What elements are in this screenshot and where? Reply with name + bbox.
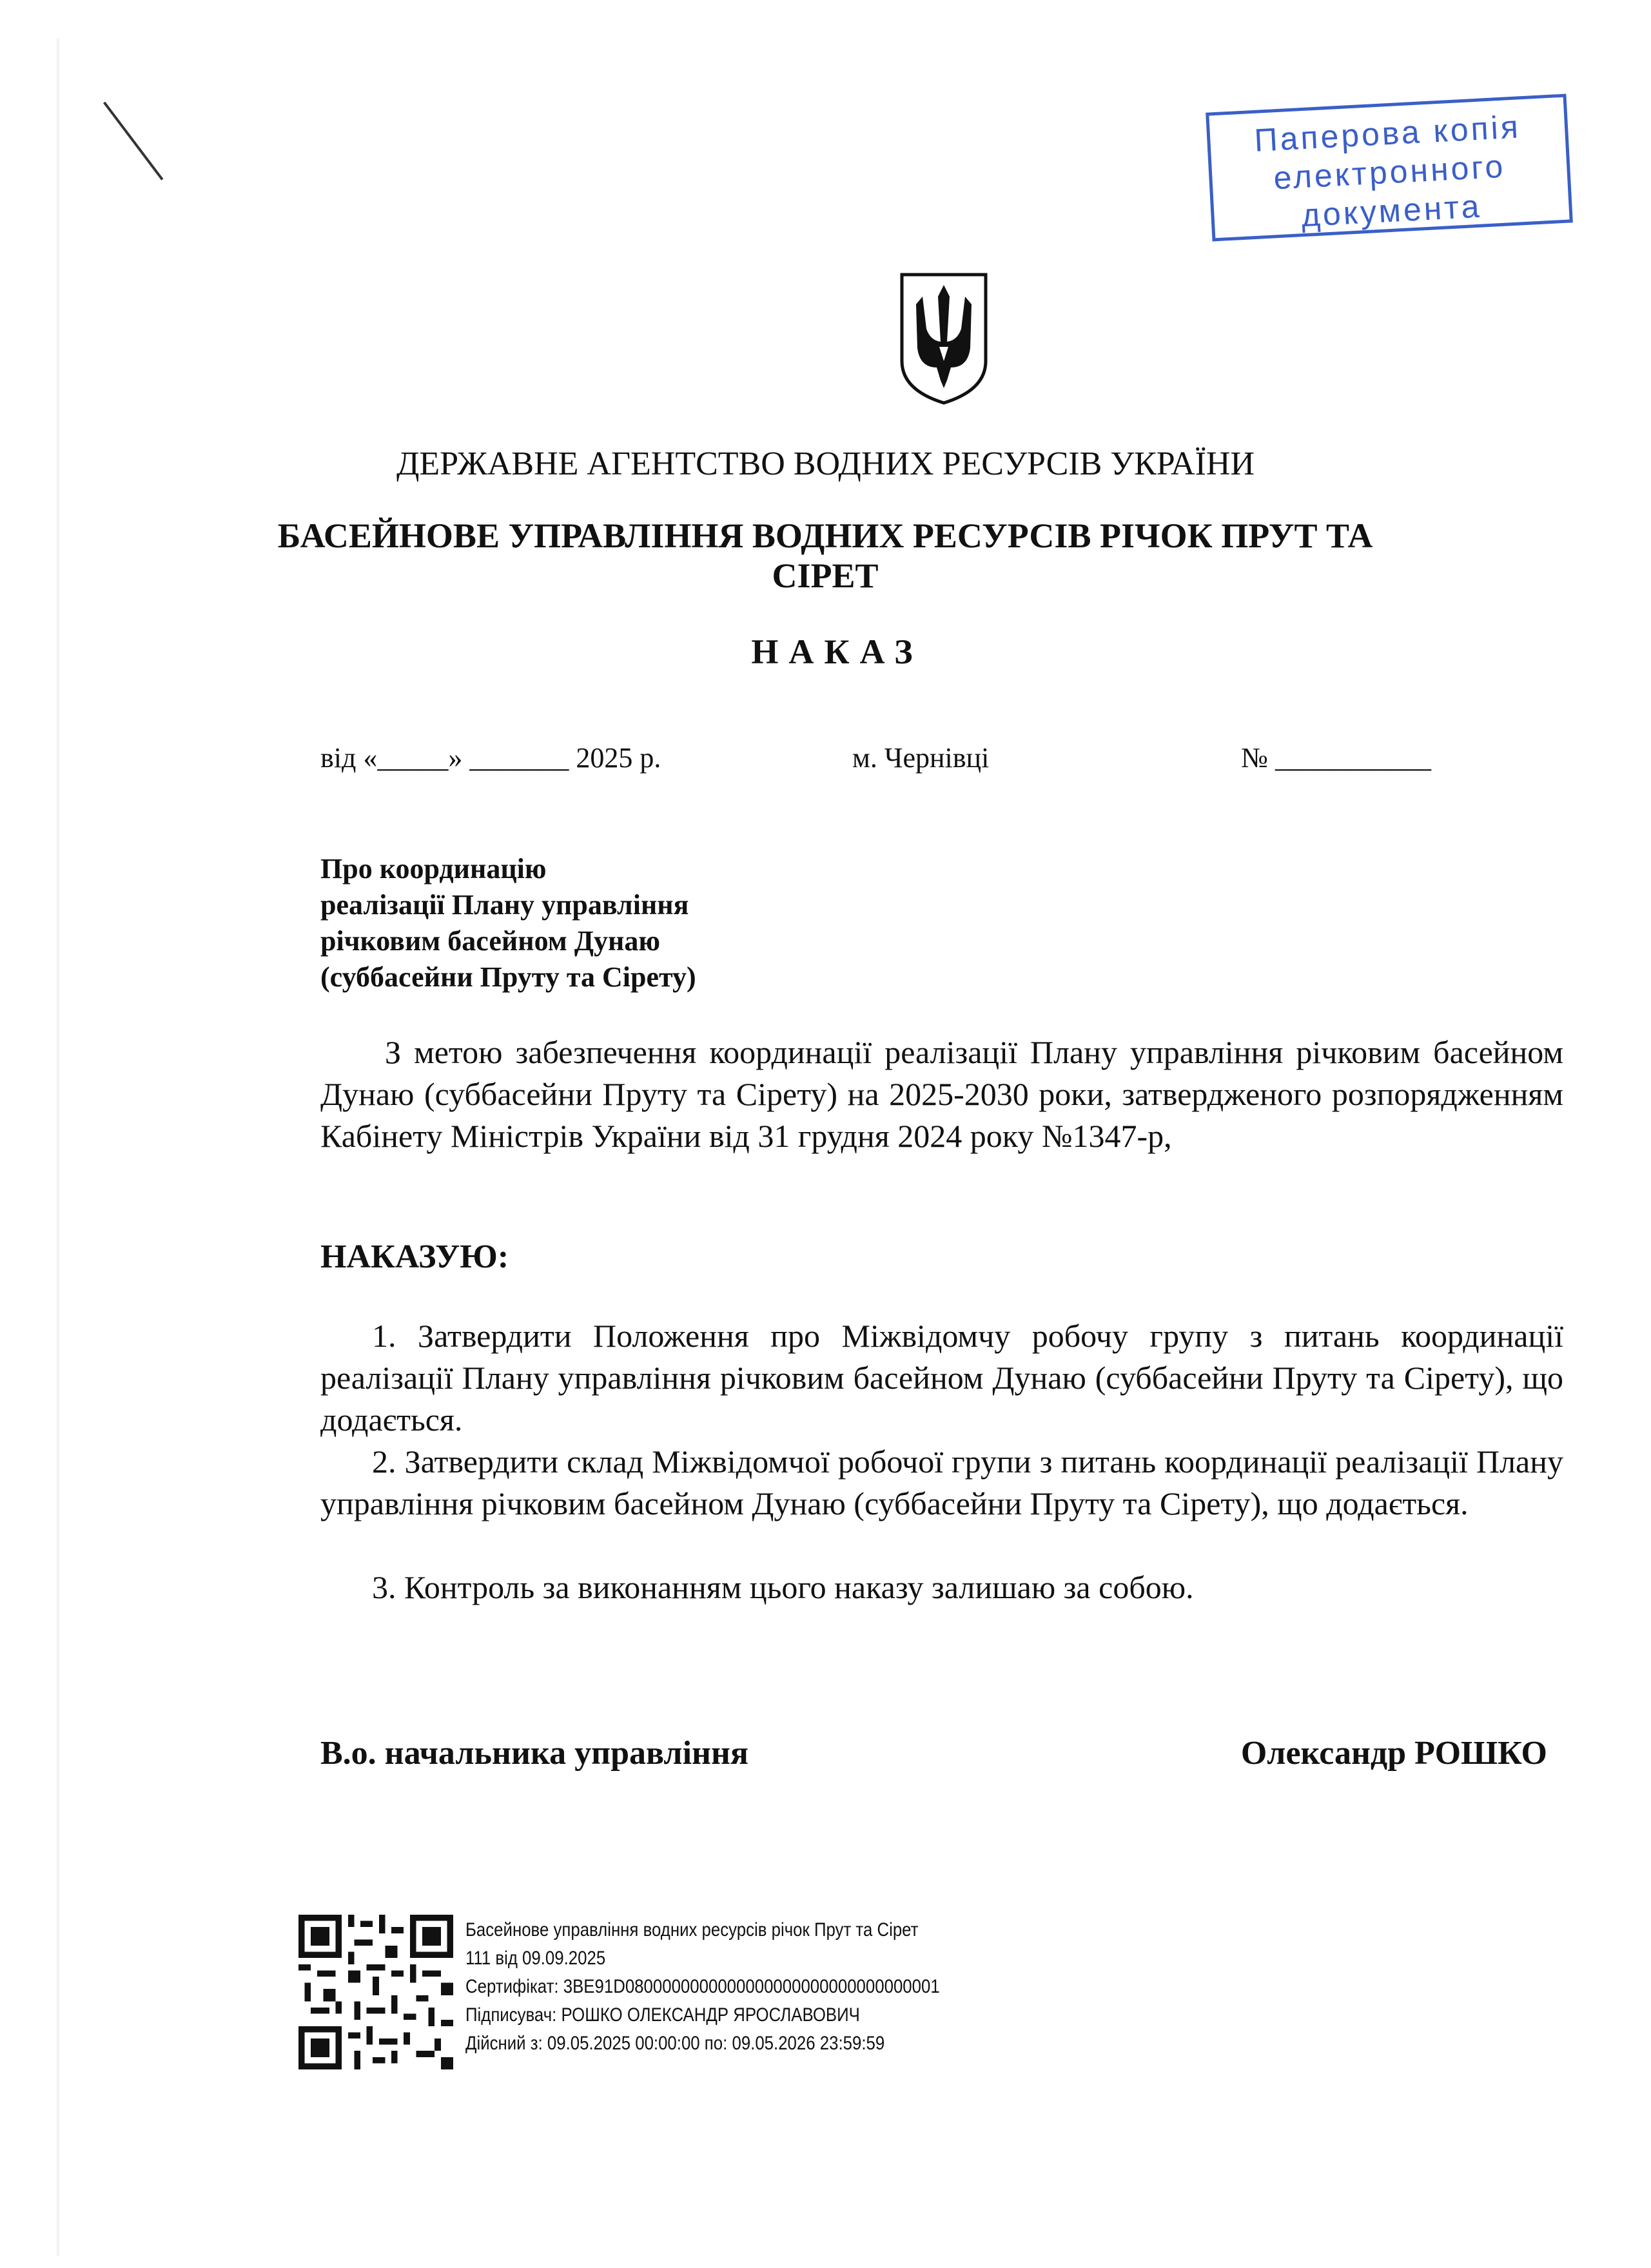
order-heading: НАКАЗУЮ: bbox=[320, 1238, 509, 1275]
subject-line-1: Про координацію bbox=[320, 853, 547, 885]
stamp-line-3: документа bbox=[1300, 188, 1483, 234]
signatory-name: Олександр РОШКО bbox=[1240, 1735, 1547, 1772]
ds-validity: Дійсний з: 09.05.2025 00:00:00 по: 09.05.2026 23:59:59 bbox=[465, 2033, 885, 2054]
order-subject bbox=[320, 851, 696, 995]
qr-code-icon bbox=[298, 1915, 453, 2069]
order-item-3: 3. Контроль за виконанням цього наказу залишаю за собою. bbox=[372, 1569, 1194, 1605]
order-item-2: 2. Затвердити склад Міжвідомчої робочої групи з питань координації реалізації Плану управління річковим басейном Дунаю (суббасейни Пруту та Сірету), що додається. bbox=[320, 1443, 1563, 1521]
signatory-title: В.о. начальника управління bbox=[320, 1735, 749, 1772]
pen-mark bbox=[103, 102, 163, 181]
ds-certificate: Сертифікат: 3BE91D0800000000000000000000000000000001 bbox=[465, 1976, 940, 1997]
document-title: НАКАЗ bbox=[751, 632, 923, 671]
ds-organization: Басейнове управління водних ресурсів річок Прут та Сірет bbox=[465, 1919, 919, 1941]
subject-line-4: (суббасейни Пруту та Сірету) bbox=[320, 961, 696, 993]
agency-name: ДЕРЖАВНЕ АГЕНТСТВО ВОДНИХ РЕСУРСІВ УКРАЇНИ bbox=[396, 445, 1255, 482]
order-item-1: 1. Затвердити Положення про Міжвідомчу робочу групу з питань координації реалізації Плану управління річковим басейном Дунаю (суббасейни Пруту та Сірету), що додається. bbox=[320, 1318, 1563, 1438]
stamp-line-1: Паперова копія bbox=[1253, 108, 1522, 159]
order-city: м. Чернівці bbox=[852, 742, 990, 774]
subject-line-2: реалізації Плану управління bbox=[320, 889, 689, 921]
order-number: № ___________ bbox=[1241, 742, 1431, 774]
subject-line-3: річковим басейном Дунаю bbox=[320, 925, 660, 957]
ds-signer: Підписувач: РОШКО ОЛЕКСАНДР ЯРОСЛАВОВИЧ bbox=[465, 2004, 860, 2026]
ds-doc-number: 111 від 09.09.2025 bbox=[465, 1948, 606, 1969]
preamble-paragraph: З метою забезпечення координації реалізації Плану управління річковим басейном Дунаю (суббасейни Пруту та Сірету) на 2025-2030 роки, затвердженого розпорядженням Кабінету Міністрів України від 31 грудня 2024 року №1347-р, bbox=[320, 1034, 1563, 1154]
scan-edge bbox=[57, 39, 59, 2256]
paper-copy-stamp bbox=[1206, 93, 1573, 241]
trident-emblem-icon bbox=[898, 271, 990, 406]
digital-signature-block bbox=[465, 1916, 940, 2058]
organization-name: БАСЕЙНОВЕ УПРАВЛІННЯ ВОДНИХ РЕСУРСІВ РІЧОК ПРУТ ТА СІРЕТ bbox=[277, 516, 1373, 595]
stamp-line-2: електронного bbox=[1273, 148, 1507, 197]
order-date: від «_____» _______ 2025 р. bbox=[320, 742, 661, 774]
